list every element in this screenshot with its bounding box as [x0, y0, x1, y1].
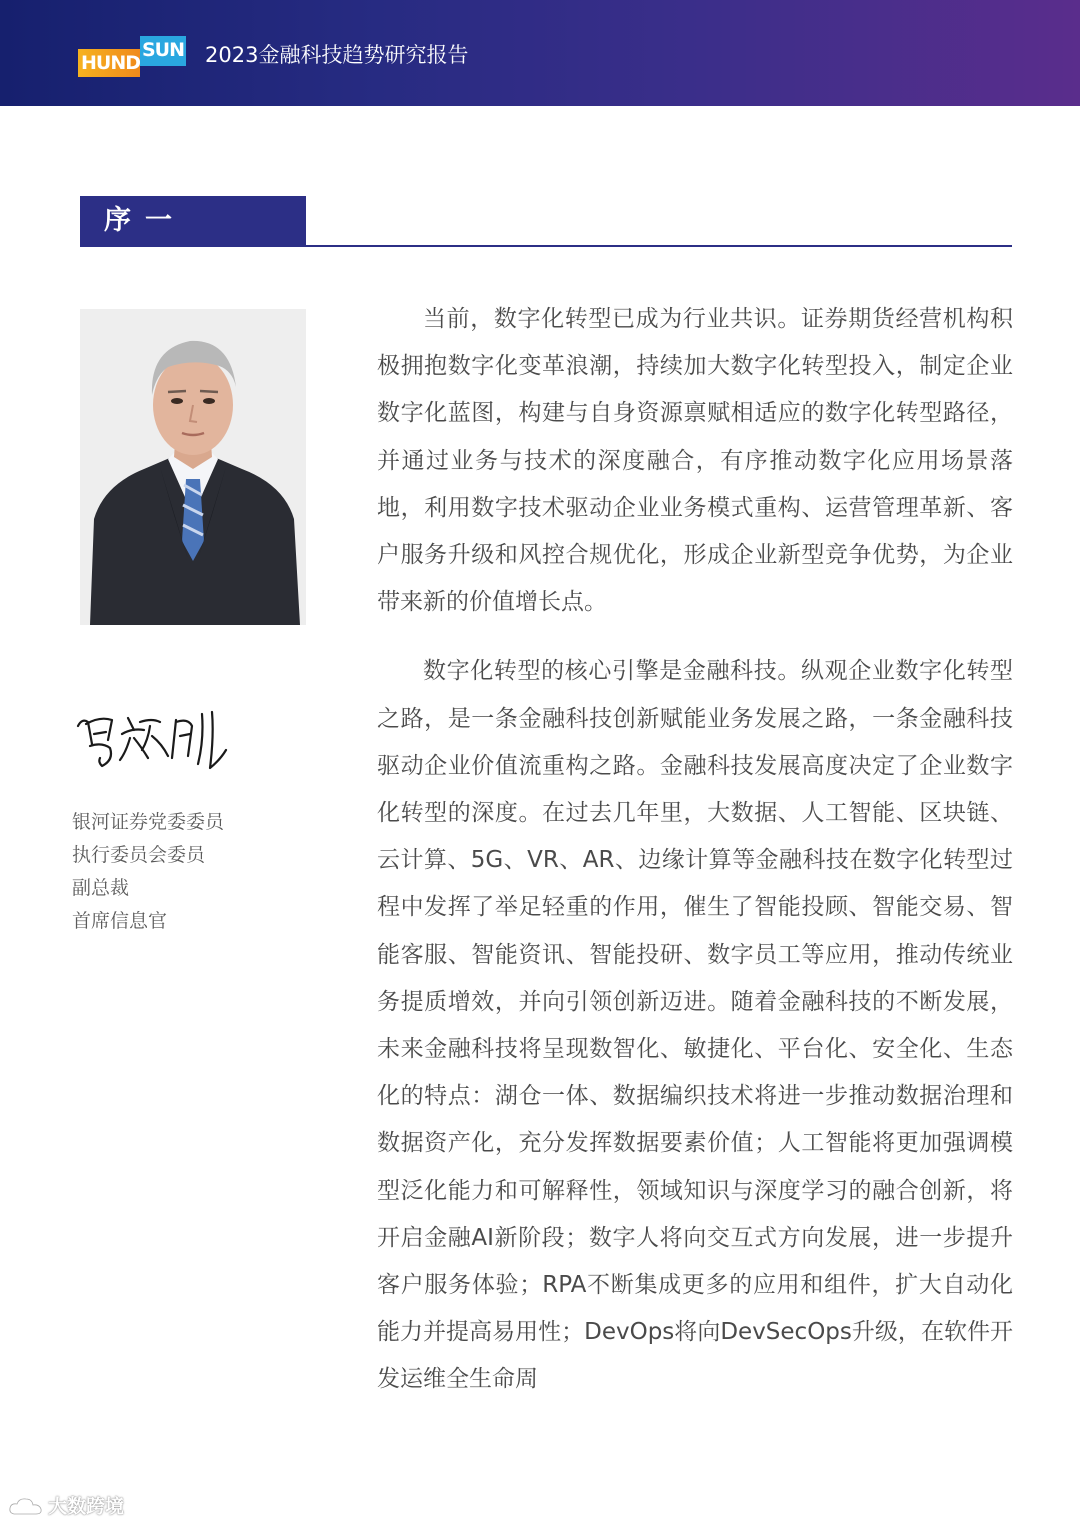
author-title-line: 银河证券党委委员	[72, 811, 225, 833]
report-header	[0, 0, 1080, 106]
logo-hund-text: HUND	[78, 49, 140, 77]
signature-icon	[72, 700, 232, 780]
author-title-line: 副总裁	[72, 877, 130, 899]
portrait-illustration	[80, 309, 306, 625]
author-titles	[72, 806, 332, 938]
logo-sun-text: SUN	[140, 36, 186, 66]
author-title-line: 执行委员会委员	[72, 844, 206, 866]
watermark-text: 大数跨境	[48, 1495, 125, 1518]
section-title: 序一	[104, 205, 186, 236]
cloud-logo-icon	[8, 1496, 46, 1518]
company-logo	[78, 36, 188, 80]
preface-paragraph: 当前，数字化转型已成为行业共识。证券期货经营机构积极拥抱数字化变革浪潮，持续加大数字化转型投入，制定企业数字化蓝图，构建与自身资源禀赋相适应的数字化转型路径，并通过业务与技术的深度融合，有序推动数字化应用场景落地，利用数字技术驱动企业业务模式重构、运营管理革新、客户服务升级和风控合规优化，形成企业新型竞争优势，为企业带来新的价值增长点。	[377, 306, 1013, 616]
author-portrait	[80, 309, 306, 625]
author-signature	[72, 700, 232, 780]
section-divider	[80, 245, 1012, 247]
watermark	[8, 1488, 158, 1524]
preface-paragraph: 数字化转型的核心引擎是金融科技。纵观企业数字化转型之路，是一条金融科技创新赋能业务发展之路，一条金融科技驱动企业价值流重构之路。金融科技发展高度决定了企业数字化转型的深度。在过去几年里，大数据、人工智能、区块链、云计算、5G、VR、AR、边缘计算等金融科技在数字化转型过程中发挥了举足轻重的作用，催生了智能投顾、智能交易、智能客服、智能资讯、智能投研、数字员工等应用，推动传统业务提质增效，并向引领创新迈进。随着金融科技的不断发展，未来金融科技将呈现数智化、敏捷化、平台化、安全化、生态化的特点：湖仓一体、数据编织技术将进一步推动数据治理和数据资产化，充分发挥数据要素价值；人工智能将更加强调模型泛化能力和可解释性，领域知识与深度学习的融合创新，将开启金融AI新阶段；数字人将向交互式方向发展，进一步提升客户服务体验；RPA不断集成更多的应用和组件，扩大自动化能力并提高易用性；DevOps将向DevSecOps升级，在软件开发运维全生命周	[377, 658, 1013, 1393]
report-title: 2023金融科技趋势研究报告	[205, 43, 469, 67]
preface-body	[377, 296, 1013, 1404]
author-title-line: 首席信息官	[72, 910, 168, 932]
